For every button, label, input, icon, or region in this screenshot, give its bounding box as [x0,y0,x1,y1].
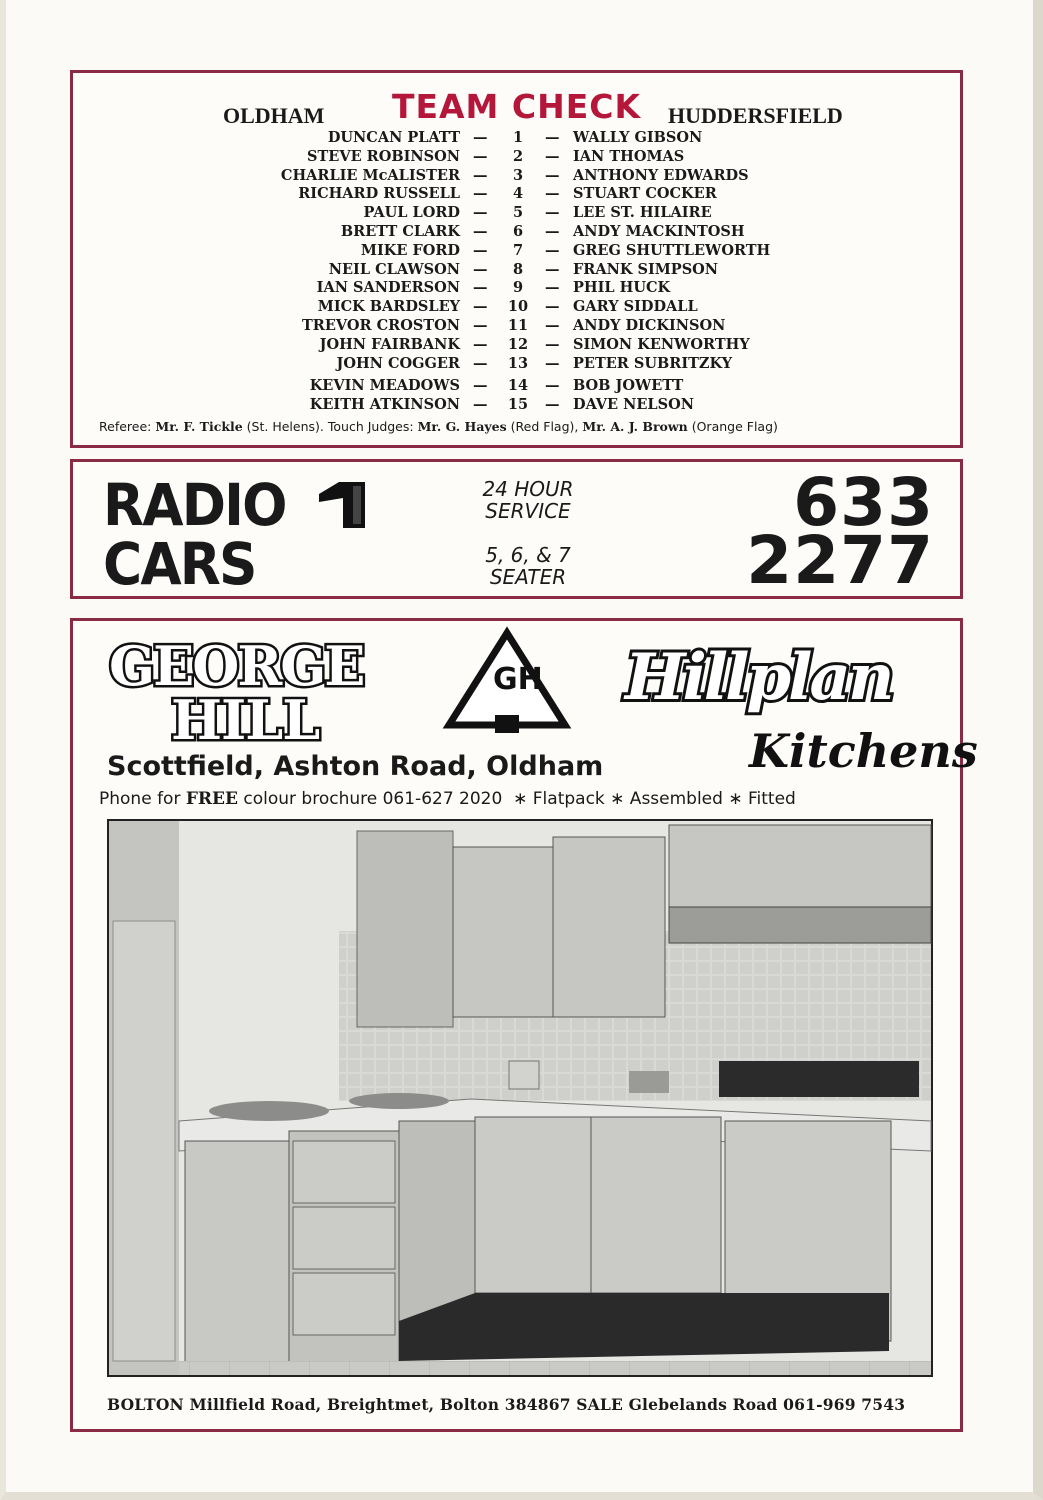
away-player-name: SIMON KENWORTHY [573,335,750,353]
dash-separator: — [473,395,488,413]
team-check-panel [70,70,963,448]
dash-separator: — [545,166,560,184]
shirt-number: 8 [512,260,524,278]
team-row [73,129,960,147]
officials-line [99,419,778,434]
kitchen-illustration [109,821,931,1375]
team-row [73,279,960,297]
home-player-name: NEIL CLAWSON [328,260,460,278]
brochure-phone-line [99,789,796,809]
radio-word: RADIO [103,471,286,539]
shirt-number: 12 [507,335,529,353]
away-player-name: ANDY MACKINTOSH [573,223,745,240]
service-line-2: SERVICE [485,499,571,523]
shirt-number: 2 [512,147,524,165]
away-player-name: ANTHONY EDWARDS [573,166,749,184]
away-player-name: BOB JOWETT [573,377,684,394]
home-player-name: PAUL LORD [363,204,460,222]
shirt-number: 5 [512,204,524,222]
team-check-title: TEAM CHECK [391,87,642,126]
touch-judges-label: Touch Judges: [327,419,414,434]
home-player-name: KEVIN MEADOWS [309,377,460,394]
team-row [73,261,960,279]
dash-separator: — [545,335,560,353]
dash-separator: — [473,260,488,278]
team-row [73,148,960,166]
away-player-name: STUART COCKER [573,185,717,203]
dash-separator: — [473,185,488,203]
shirt-number: 7 [512,241,524,259]
dash-separator: — [473,129,488,146]
svg-text:HILL: HILL [171,688,320,752]
touch-judge-2-flag: (Orange Flag) [691,419,778,434]
service-hours-text [453,478,603,522]
home-player-name: MICK BARDSLEY [317,298,460,316]
home-player-name: STEVE ROBINSON [307,147,460,165]
team-row [73,336,960,354]
dash-separator: — [473,354,488,372]
svg-text:Kitchens: Kitchens [749,724,978,778]
svg-text:GH: GH [493,662,543,697]
dash-separator: — [545,354,560,372]
away-player-name: IAN THOMAS [573,147,685,165]
shirt-number: 6 [512,223,524,240]
away-player-name: PETER SUBRITZKY [573,354,733,372]
dash-separator: — [545,377,560,394]
dash-separator: — [545,260,560,278]
away-player-name: GREG SHUTTLEWORTH [573,241,771,259]
dash-separator: — [545,241,560,259]
home-player-name: KEITH ATKINSON [309,395,460,413]
away-player-name: GARY SIDDALL [573,298,698,316]
dash-separator: — [545,129,560,146]
dash-separator: — [545,317,560,334]
shirt-number: 14 [507,377,529,394]
home-player-name: RICHARD RUSSELL [298,185,460,203]
touch-judge-2-name: Mr. A. J. Brown [582,419,688,434]
touch-judge-1-flag: (Red Flag), [510,419,579,434]
seater-line-2: SEATER [489,565,567,589]
dash-separator: — [473,204,488,222]
referee-label: Referee: [99,419,152,434]
dash-separator: — [545,223,560,240]
seater-line-1: 5, 6, & 7 [485,543,571,567]
cars-word: CARS [103,530,256,598]
team-row [73,298,960,316]
away-team-name: HUDDERSFIELD [668,103,843,128]
shirt-number: 11 [507,317,529,334]
referee-name: Mr. F. Tickle [155,419,243,434]
hillplan-kitchens-logo [621,621,978,781]
dash-separator: — [545,279,560,297]
svg-text:GEORGE: GEORGE [109,634,364,698]
phone-prefix: Phone for [99,789,181,809]
dash-separator: — [473,317,488,334]
team-row [73,167,960,185]
dash-separator: — [473,147,488,165]
radio-phone-line-2: 2277 [746,522,934,599]
dash-separator: — [545,395,560,413]
showroom-address: Scottfield, Ashton Road, Oldham [107,751,604,782]
free-label: FREE [185,789,238,809]
home-player-name: BRETT CLARK [340,223,460,240]
dash-separator: — [545,298,560,316]
radio-one-logo [313,480,379,530]
phone-suffix: colour brochure 061-627 2020 [243,789,503,809]
away-player-name: WALLY GIBSON [573,129,703,146]
home-player-name: CHARLIE McALISTER [280,166,460,184]
away-player-name: LEE ST. HILAIRE [573,204,712,222]
dash-separator: — [473,377,488,394]
referee-club: (St. Helens). [246,419,324,434]
home-player-name: JOHN COGGER [336,354,460,372]
dash-separator: — [545,147,560,165]
dash-separator: — [545,185,560,203]
branch-addresses: BOLTON Millfield Road, Breightmet, Bolton 384867 SALE Glebelands Road 061-969 7543 [107,1395,906,1414]
team-row [73,242,960,260]
dash-separator: — [473,241,488,259]
kitchen-ad [70,618,978,1432]
away-player-name: ANDY DICKINSON [573,317,726,334]
dash-separator: — [473,166,488,184]
seater-text [453,544,603,588]
home-team-name: OLDHAM [223,103,325,128]
shirt-number: 10 [507,298,529,316]
shirt-number: 3 [512,166,524,184]
home-player-name: IAN SANDERSON [316,279,460,297]
team-row [73,396,960,414]
dash-separator: — [473,298,488,316]
kitchen-photo [107,819,933,1377]
team-row [73,355,960,373]
kitchen-options: ∗ Flatpack ∗ Assembled ∗ Fitted [513,789,796,809]
svg-text:Hillplan: Hillplan [625,640,892,715]
dash-separator: — [473,335,488,353]
home-player-name: JOHN FAIRBANK [319,335,460,353]
service-line-1: 24 HOUR [482,477,574,501]
shirt-number: 4 [512,185,524,203]
team-row [73,223,960,241]
home-player-name: MIKE FORD [360,241,460,259]
team-row [73,377,960,395]
home-player-name: TREVOR CROSTON [302,317,460,334]
away-player-name: FRANK SIMPSON [573,260,719,278]
team-row [73,317,960,335]
dash-separator: — [473,223,488,240]
radio-phone-line-1: 633 [793,464,934,541]
away-player-name: PHIL HUCK [573,279,671,297]
team-row [73,185,960,203]
shirt-number: 1 [512,129,524,146]
george-hill-logo [101,627,411,752]
shirt-number: 9 [512,279,524,297]
dash-separator: — [473,279,488,297]
shirt-number: 13 [507,354,529,372]
shirt-number: 15 [507,395,529,413]
touch-judge-1-name: Mr. G. Hayes [417,419,507,434]
dash-separator: — [545,204,560,222]
radio-cars-ad [70,459,963,599]
gh-tree-logo-icon [445,629,569,737]
home-player-name: DUNCAN PLATT [327,129,460,146]
team-row [73,204,960,222]
away-player-name: DAVE NELSON [573,395,694,413]
